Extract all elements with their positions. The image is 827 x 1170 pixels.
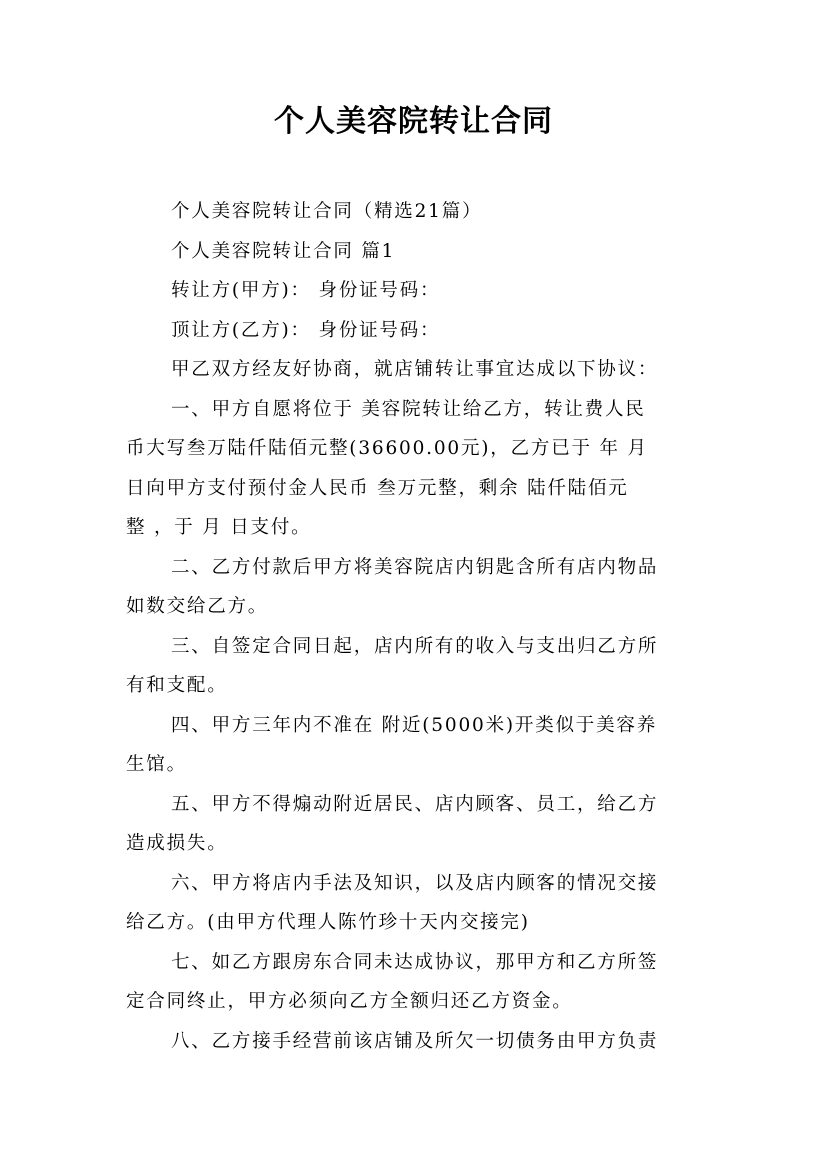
section-heading: 个人美容院转让合同 篇1 bbox=[171, 240, 396, 262]
subtitle-line: 个人美容院转让合同（精选21篇） bbox=[171, 201, 483, 222]
clause-2-line-2: 如数交给乙方。 bbox=[126, 596, 269, 617]
clause-5-line-1: 五、甲方不得煽动附近居民、店内顾客、员工，给乙方 bbox=[171, 793, 659, 815]
clause-1-line-4: 整 ，于 月 日支付。 bbox=[126, 517, 312, 538]
clause-1-line-2: 币大写叁万陆仟陆佰元整(36600.00元)，乙方已于 年 月 bbox=[126, 438, 648, 459]
clause-2-line-1: 二、乙方付款后甲方将美容院店内钥匙含所有店内物品 bbox=[171, 556, 659, 578]
clause-1-line-1: 一、甲方自愿将位于 美容院转让给乙方，转让费人民 bbox=[171, 398, 646, 420]
clause-3-line-1: 三、自签定合同日起，店内所有的收入与支出归乙方所 bbox=[171, 635, 659, 657]
transferor-line: 转让方(甲方)： 身份证号码： bbox=[171, 280, 441, 301]
clause-4-line-1: 四、甲方三年内不准在 附近(5000米)开类似于美容养 bbox=[171, 714, 657, 736]
clause-1-line-3: 日向甲方支付预付金人民币 叁万元整，剩余 陆仟陆佰元 bbox=[126, 477, 629, 499]
clause-5-line-2: 造成损失。 bbox=[126, 833, 228, 854]
agreement-intro: 甲乙双方经友好协商，就店铺转让事宜达成以下协议： bbox=[171, 359, 659, 380]
clause-4-line-2: 生馆。 bbox=[126, 754, 187, 775]
clause-8-line-1: 八、乙方接手经营前该店铺及所欠一切债务由甲方负责 bbox=[171, 1030, 659, 1052]
document-body bbox=[126, 192, 702, 1061]
clause-6-line-1: 六、甲方将店内手法及知识，以及店内顾客的情况交接 bbox=[171, 872, 659, 894]
clause-7-line-1: 七、如乙方跟房东合同未达成协议，那甲方和乙方所签 bbox=[171, 951, 659, 973]
clause-7-line-2: 定合同终止，甲方必须向乙方全额归还乙方资金。 bbox=[126, 991, 573, 1012]
document-title: 个人美容院转让合同 bbox=[274, 104, 553, 139]
clause-3-line-2: 有和支配。 bbox=[126, 675, 228, 696]
clause-6-line-2: 给乙方。(由甲方代理人陈竹珍十天内交接完) bbox=[126, 912, 530, 933]
transferee-line: 顶让方(乙方)： 身份证号码： bbox=[171, 319, 441, 341]
